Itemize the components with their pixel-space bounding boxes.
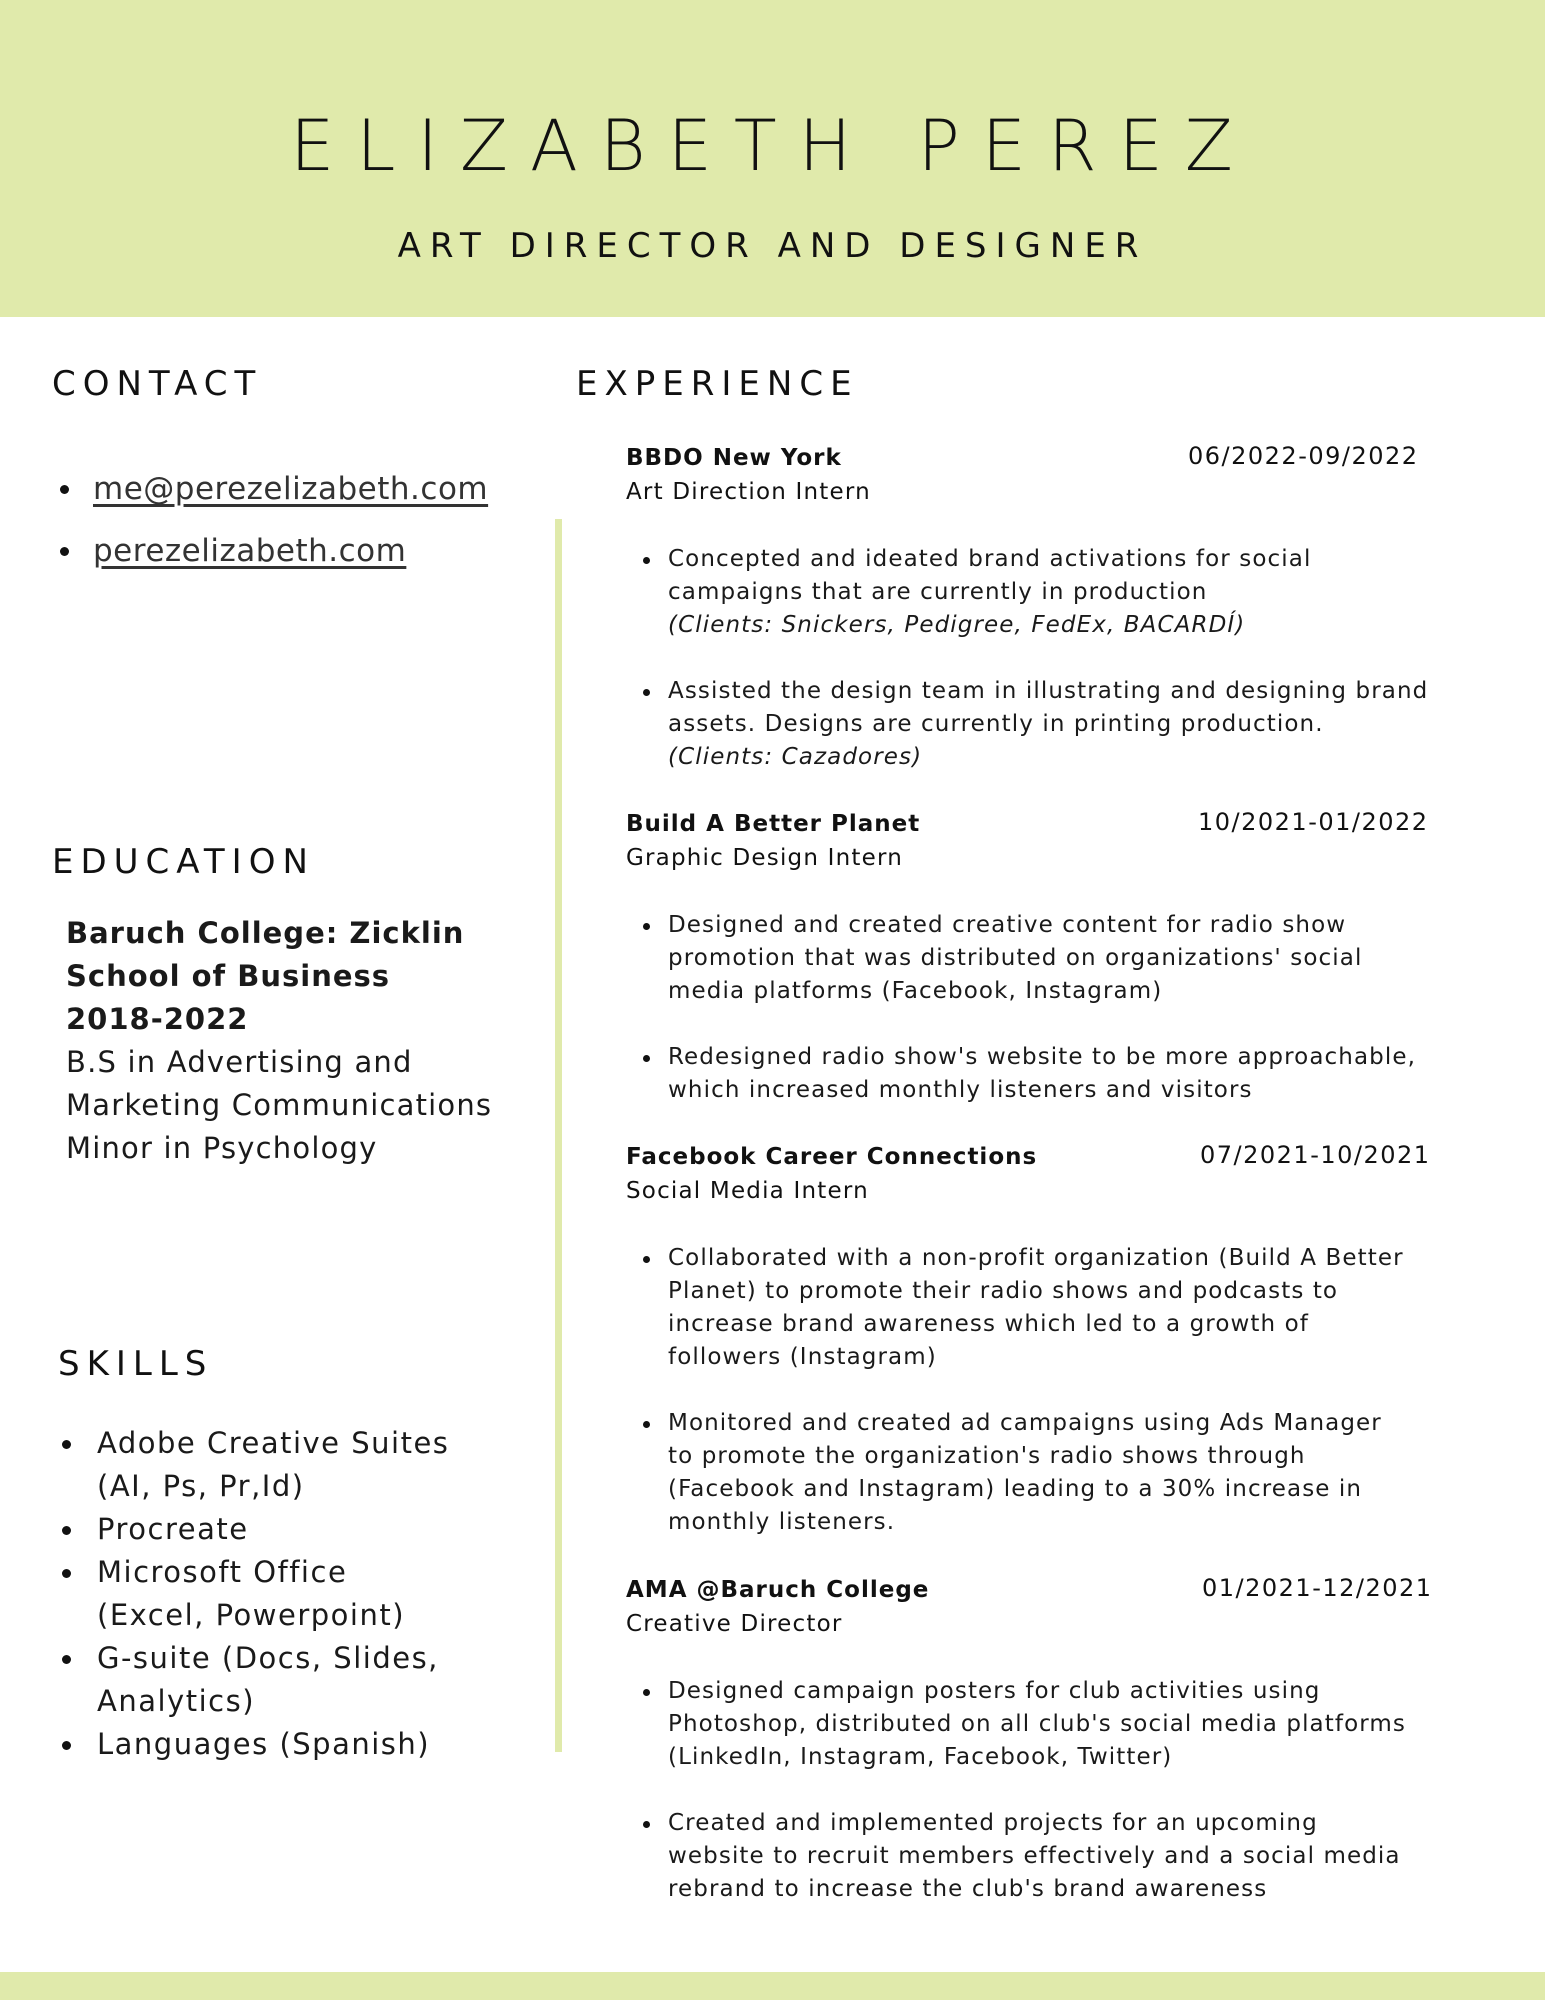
bullet-line: Concepted and ideated brand activations for social bbox=[668, 546, 1312, 572]
experience-heading: EXPERIENCE bbox=[576, 364, 859, 404]
bullet-line: (Clients: Snickers, Pedigree, FedEx, BACARDÍ) bbox=[668, 612, 1246, 638]
bullet-line: Designed campaign posters for club activities using bbox=[668, 1678, 1321, 1704]
job-bullet bbox=[626, 1807, 1406, 1906]
job-bullets bbox=[626, 1675, 1406, 1939]
bullet-line: monthly listeners. bbox=[668, 1509, 896, 1535]
job-dates: 07/2021-10/2021 bbox=[1200, 1141, 1431, 1169]
education-degree-line-2: Marketing Communications bbox=[66, 1088, 493, 1122]
job-title: Art Direction Intern bbox=[626, 479, 871, 505]
bullet-line: promotion that was distributed on organizations' social bbox=[668, 945, 1363, 971]
skill-item bbox=[62, 1551, 532, 1637]
education-school-line-1: Baruch College: Zicklin bbox=[66, 916, 465, 950]
website-link[interactable]: perezelizabeth.com bbox=[93, 533, 407, 569]
bullet-line: (Facebook and Instagram) leading to a 30% increase in bbox=[668, 1476, 1363, 1502]
job-bullet bbox=[626, 1242, 1406, 1374]
bullet-line: rebrand to increase the club's brand awareness bbox=[668, 1876, 1268, 1902]
footer-band bbox=[0, 1972, 1545, 2000]
skill-text: Procreate bbox=[97, 1512, 249, 1546]
job-dates: 01/2021-12/2021 bbox=[1202, 1574, 1433, 1602]
candidate-name: ELIZABETH PEREZ bbox=[290, 105, 1255, 187]
skill-text: (AI, Ps, Pr,Id) bbox=[97, 1469, 305, 1503]
column-divider bbox=[555, 519, 562, 1752]
bullet-line: which increased monthly listeners and visitors bbox=[668, 1077, 1253, 1103]
job-bullet bbox=[626, 675, 1429, 774]
job-dates: 10/2021-01/2022 bbox=[1198, 808, 1429, 836]
education-years: 2018-2022 bbox=[66, 1002, 249, 1036]
skill-text: Microsoft Office bbox=[97, 1555, 348, 1589]
job-company: Facebook Career Connections bbox=[626, 1144, 1038, 1170]
bullet-line: Assisted the design team in illustrating and designing brand bbox=[668, 678, 1429, 704]
candidate-role: ART DIRECTOR AND DESIGNER bbox=[397, 226, 1148, 266]
bullet-line: followers (Instagram) bbox=[668, 1344, 937, 1370]
job-dates: 06/2022-09/2022 bbox=[1188, 442, 1419, 470]
job-title: Social Media Intern bbox=[626, 1178, 869, 1204]
skill-item bbox=[62, 1637, 532, 1723]
job-title: Graphic Design Intern bbox=[626, 845, 903, 871]
contact-item-email bbox=[60, 465, 488, 527]
bullet-line: increase brand awareness which led to a growth of bbox=[668, 1311, 1309, 1337]
bullet-line: Redesigned radio show's website to be more approachable, bbox=[668, 1044, 1416, 1070]
skills-list bbox=[62, 1422, 532, 1766]
bullet-line: Designed and created creative content for radio show bbox=[668, 912, 1347, 938]
job-bullet bbox=[626, 909, 1406, 1008]
bullet-line: Photoshop, distributed on all club's social media platforms bbox=[668, 1711, 1406, 1737]
skill-item bbox=[62, 1723, 532, 1766]
bullet-line: to promote the organization's radio shows through bbox=[668, 1443, 1306, 1469]
job-company: Build A Better Planet bbox=[626, 811, 921, 837]
job-bullets bbox=[626, 543, 1429, 807]
education-heading: EDUCATION bbox=[52, 842, 315, 882]
bullet-line: campaigns that are currently in production bbox=[668, 579, 1208, 605]
education-school-line-2: School of Business bbox=[66, 959, 391, 993]
contact-heading: CONTACT bbox=[52, 364, 263, 404]
bullet-line: Monitored and created ad campaigns using Ads Manager bbox=[668, 1410, 1382, 1436]
skill-item bbox=[62, 1422, 532, 1508]
skill-text: Analytics) bbox=[97, 1684, 256, 1718]
job-bullets bbox=[626, 909, 1416, 1140]
skill-item bbox=[62, 1508, 532, 1551]
education-block bbox=[66, 912, 536, 1170]
job-bullet bbox=[626, 1675, 1406, 1774]
bullet-line: website to recruit members effectively and a social media bbox=[668, 1843, 1401, 1869]
contact-item-website bbox=[60, 527, 488, 589]
job-bullet bbox=[626, 1407, 1406, 1539]
job-bullet bbox=[626, 543, 1406, 642]
education-minor: Minor in Psychology bbox=[66, 1131, 378, 1165]
job-title: Creative Director bbox=[626, 1611, 843, 1637]
education-degree-line-1: B.S in Advertising and bbox=[66, 1045, 413, 1079]
job-company: BBDO New York bbox=[626, 445, 842, 471]
job-bullets bbox=[626, 1242, 1406, 1572]
bullet-line: Planet) to promote their radio shows and podcasts to bbox=[668, 1278, 1339, 1304]
contact-list bbox=[60, 465, 488, 589]
skills-heading: SKILLS bbox=[58, 1344, 214, 1384]
bullet-line: assets. Designs are currently in printing production. bbox=[668, 711, 1324, 737]
job-bullet bbox=[626, 1041, 1416, 1107]
skill-text: G-suite (Docs, Slides, bbox=[97, 1641, 439, 1675]
bullet-line: (Clients: Cazadores) bbox=[668, 744, 923, 770]
bullet-line: (LinkedIn, Instagram, Facebook, Twitter) bbox=[668, 1744, 1173, 1770]
skill-text: (Excel, Powerpoint) bbox=[97, 1598, 406, 1632]
skill-text: Adobe Creative Suites bbox=[97, 1426, 450, 1460]
bullet-line: media platforms (Facebook, Instagram) bbox=[668, 978, 1163, 1004]
email-link[interactable]: me@perezelizabeth.com bbox=[93, 471, 489, 507]
bullet-line: Created and implemented projects for an upcoming bbox=[668, 1810, 1318, 1836]
job-company: AMA @Baruch College bbox=[626, 1577, 930, 1603]
skill-text: Languages (Spanish) bbox=[97, 1727, 431, 1761]
bullet-line: Collaborated with a non-profit organization (Build A Better bbox=[668, 1245, 1404, 1271]
